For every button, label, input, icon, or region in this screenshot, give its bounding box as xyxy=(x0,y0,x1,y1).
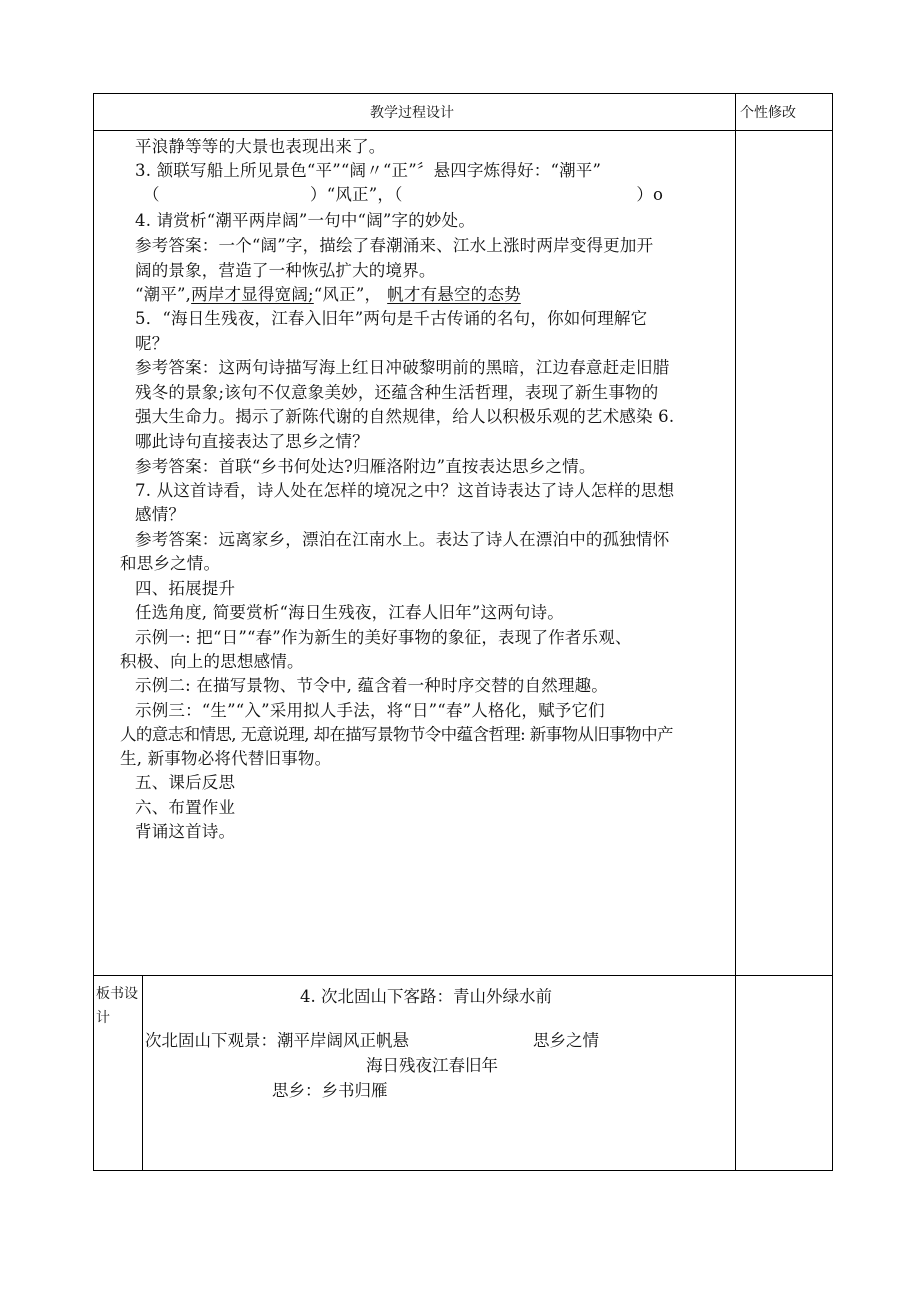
board-line-1-right: 思乡之情 xyxy=(533,1031,599,1050)
header-personal-revision: 个性修改 xyxy=(740,105,796,121)
board-line-1-left: 次北固山下观景：潮平岸阔风正帆悬 xyxy=(145,1031,409,1050)
body-line: 示例二: 在描写景物、节令中, 蕴含着一种时序交替的自然理趣。 xyxy=(135,676,608,695)
body-line: 背诵这首诗。 xyxy=(135,822,236,841)
body-line: 5．“海日生残夜，江春入旧年”两句是千古传诵的名句，你如何理解它 xyxy=(135,309,648,328)
body-line: 强大生命力。揭示了新陈代谢的自然规律，给人以积极乐观的艺术感染 6. xyxy=(135,407,675,426)
body-line: 呢？ xyxy=(135,334,169,353)
body-line: 哪此诗句直接表达了思乡之情？ xyxy=(135,432,369,451)
body-line: 参考答案：远离家乡，漂泊在江南水上。表达了诗人在漂泊中的孤独情怀 xyxy=(135,530,670,549)
body-line: 人的意志和情思, 无意说理, 却在描写景物节令中蕴含哲理: 新事物从旧事物中产 xyxy=(120,725,673,744)
body-line: 和思乡之情。 xyxy=(120,554,221,573)
body-line: 积极、向上的思想感情。 xyxy=(120,652,304,671)
body-line: 参考答案：这两句诗描写海上红日冲破黎明前的黑暗，江边春意赶走旧腊 xyxy=(135,358,670,377)
body-line: 任选角度, 简要赏析“海日生残夜，江春人旧年”这两句诗。 xyxy=(135,603,564,622)
body-line-underlined xyxy=(135,281,521,305)
body-line: 示例三：“生”“入”采用拟人手法，将“日”“春”人格化，赋予它们 xyxy=(135,701,605,720)
body-text: “潮平”, xyxy=(135,285,192,304)
body-line: 参考答案：首联“乡书何处达?归雁洛附边”直按表达思乡之情。 xyxy=(135,457,596,476)
body-line: 阔的景象，营造了一种恢弘扩大的境界。 xyxy=(135,261,436,280)
body-line: 五、课后反思 xyxy=(135,773,236,792)
body-line: 3. 颔联写船上所见景色“平”“阔〃“正”〞悬四字炼得好：“潮平” xyxy=(135,161,602,180)
board-divider xyxy=(93,975,833,976)
body-text: “风正”， xyxy=(313,285,382,304)
board-title: 4. 次北固山下客路：青山外绿水前 xyxy=(300,987,552,1006)
body-line: 残冬的景象;该句不仅意象美妙，还蕴含种生活哲理，表现了新生事物的 xyxy=(135,383,659,402)
board-line-3: 思乡：乡书归雁 xyxy=(272,1081,388,1100)
body-line: 六、布置作业 xyxy=(135,798,236,817)
body-line: 7. 从这首诗看，诗人处在怎样的境况之中？这首诗表达了诗人怎样的思想 xyxy=(135,481,675,500)
body-line: 示例一: 把“日”“春”作为新生的美好事物的象征，表现了作者乐观、 xyxy=(135,628,632,647)
body-line: 感情？ xyxy=(135,505,186,524)
board-label: 板书设 xyxy=(96,986,138,1002)
underlined-text: 帆才有悬空的态势 xyxy=(387,285,521,304)
body-line: （ ）“风正”，（ ）o xyxy=(143,185,664,204)
label-column-divider xyxy=(142,975,143,1171)
board-line-2: 海日残夜江春旧年 xyxy=(366,1056,498,1075)
body-line: 四、拓展提升 xyxy=(135,579,236,598)
underlined-text: 两岸才显得宽阔; xyxy=(191,285,314,304)
body-line: 4. 请赏析“潮平两岸阔”一句中“阔”字的妙处。 xyxy=(135,211,476,230)
header-divider xyxy=(93,130,833,131)
body-line: 生, 新事物必将代替旧事物。 xyxy=(120,749,332,768)
column-divider xyxy=(735,93,736,1171)
header-process-design: 教学过程设计 xyxy=(370,105,454,121)
board-label-cont: 计 xyxy=(96,1010,110,1026)
body-line: 参考答案：一个“阔”字，描绘了春潮涌来、江水上涨时两岸变得更加开 xyxy=(135,236,654,255)
body-line: 平浪静等等的大景也表现出来了。 xyxy=(135,137,386,156)
